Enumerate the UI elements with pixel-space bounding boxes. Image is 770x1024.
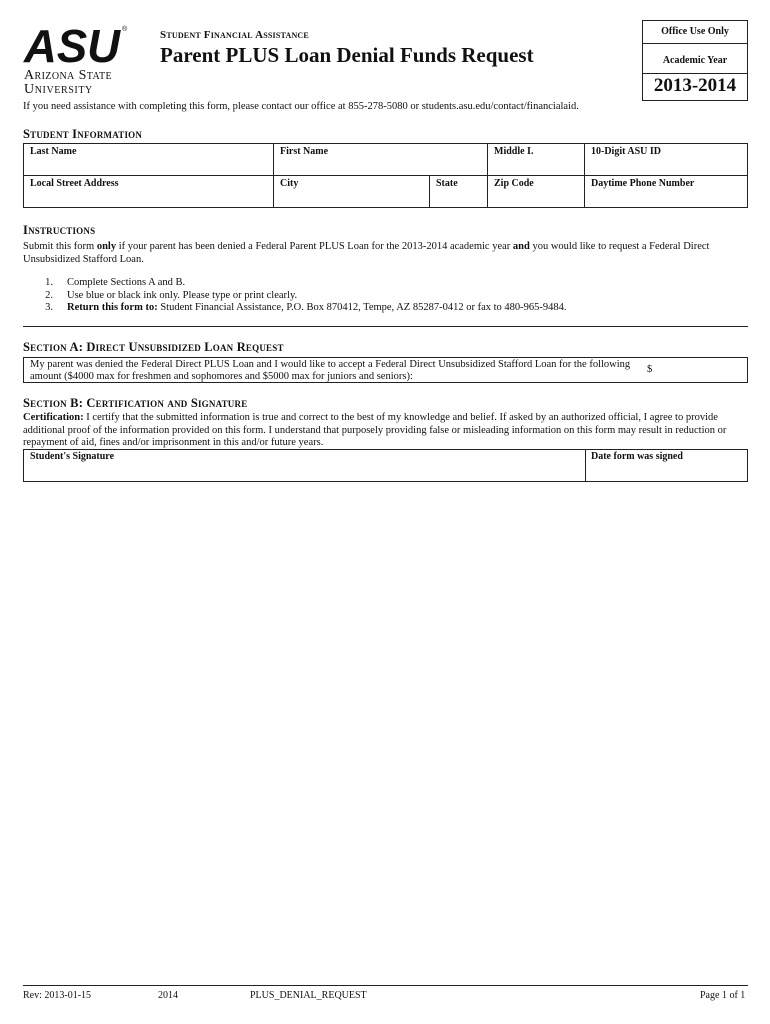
list-item: 2. Use blue or black ink only. Please type or print clearly. — [45, 289, 298, 301]
list-item: 1. Complete Sections A and B. — [45, 277, 186, 288]
assistance-note: If you need assistance with completing this form, please contact our office at 855-278-5080 or students.asu.edu/contact/financialaid. — [23, 101, 579, 112]
instr-part-e: you would like to request a Federal Direct Unsubsidized Stafford Loan. — [23, 241, 710, 265]
loan-amount-field[interactable]: $ — [647, 364, 653, 375]
state-field[interactable]: State — [430, 176, 488, 208]
office-use-box — [642, 20, 748, 101]
academic-year-divider — [643, 73, 747, 74]
loan-amount-box — [23, 357, 748, 383]
student-signature-field[interactable]: Student's Signature — [30, 451, 115, 462]
footer-revision: Rev: 2013-01-15 — [23, 990, 92, 1001]
svg-text:®: ® — [122, 26, 128, 33]
asu-logo-mark — [22, 22, 134, 66]
instructions-heading: Instructions — [23, 223, 96, 237]
department-name: Student Financial Assistance — [160, 29, 309, 41]
student-info-table — [23, 143, 748, 208]
asu-logo — [22, 22, 134, 100]
footer-divider — [23, 985, 748, 986]
footer-form-code: PLUS_DENIAL_REQUEST — [250, 990, 367, 1001]
instr-part-a: Submit this form — [23, 241, 97, 252]
student-info-heading: Student Information — [23, 127, 143, 141]
certification-text — [23, 412, 748, 450]
section-b-heading: Section B: Certification and Signature — [23, 396, 248, 410]
first-name-field[interactable]: First Name — [274, 144, 488, 176]
date-signed-field[interactable]: Date form was signed — [591, 451, 683, 462]
phone-field[interactable]: Daytime Phone Number — [585, 176, 748, 208]
academic-year-value: 2013-2014 — [653, 75, 737, 96]
logo-line-2: University — [24, 82, 93, 97]
zip-code-field[interactable]: Zip Code — [488, 176, 585, 208]
last-name-field[interactable]: Last Name — [24, 144, 274, 176]
certification-label: Certification: — [23, 412, 84, 423]
signature-divider — [585, 450, 586, 481]
instruction-steps — [23, 277, 743, 315]
instructions-text — [23, 240, 743, 266]
signature-box — [23, 449, 748, 482]
instr-emphasis-and: and — [512, 241, 530, 252]
street-address-field[interactable]: Local Street Address — [24, 176, 274, 208]
logo-line-1: Arizona State — [24, 68, 113, 83]
academic-year-label: Academic Year — [662, 55, 728, 66]
section-a-heading: Section A: Direct Unsubsidized Loan Request — [23, 340, 284, 354]
logo-wordmark: ASU — [23, 22, 122, 66]
office-use-label: Office Use Only — [643, 21, 747, 44]
middle-initial-field[interactable]: Middle I. — [488, 144, 585, 176]
list-item: 3. Return this form to: Student Financial Assistance, P.O. Box 870412, Tempe, AZ 85287-0412 or fax to 480-965-9484. — [45, 302, 567, 313]
city-field[interactable]: City — [274, 176, 430, 208]
certification-body: I certify that the submitted information is true and correct to the best of my knowledge and belief. If asked by an authorized official, I agree to provide additional proof of the information provided on this form. I understand that purposely providing false or misleading information on this form may result in reduction or repayment of aid, fines and/or imprisonment in this and/or future years. — [23, 412, 727, 448]
footer-page-number: Page 1 of 1 — [700, 990, 746, 1001]
form-title: Parent PLUS Loan Denial Funds Request — [160, 43, 534, 67]
instr-emphasis-only: only — [96, 241, 117, 252]
asu-id-field[interactable]: 10-Digit ASU ID — [585, 144, 748, 176]
footer-year: 2014 — [158, 990, 178, 1001]
instr-part-c: if your parent has been denied a Federal Parent PLUS Loan for the 2013-2014 academic year — [116, 241, 513, 252]
section-divider — [23, 326, 748, 327]
loan-request-text: My parent was denied the Federal Direct PLUS Loan and I would like to accept a Federal Direct Unsubsidized Stafford Loan for the following amount ($4000 max for freshmen and sophomores and $5000 max for juniors and seniors): — [30, 359, 631, 382]
